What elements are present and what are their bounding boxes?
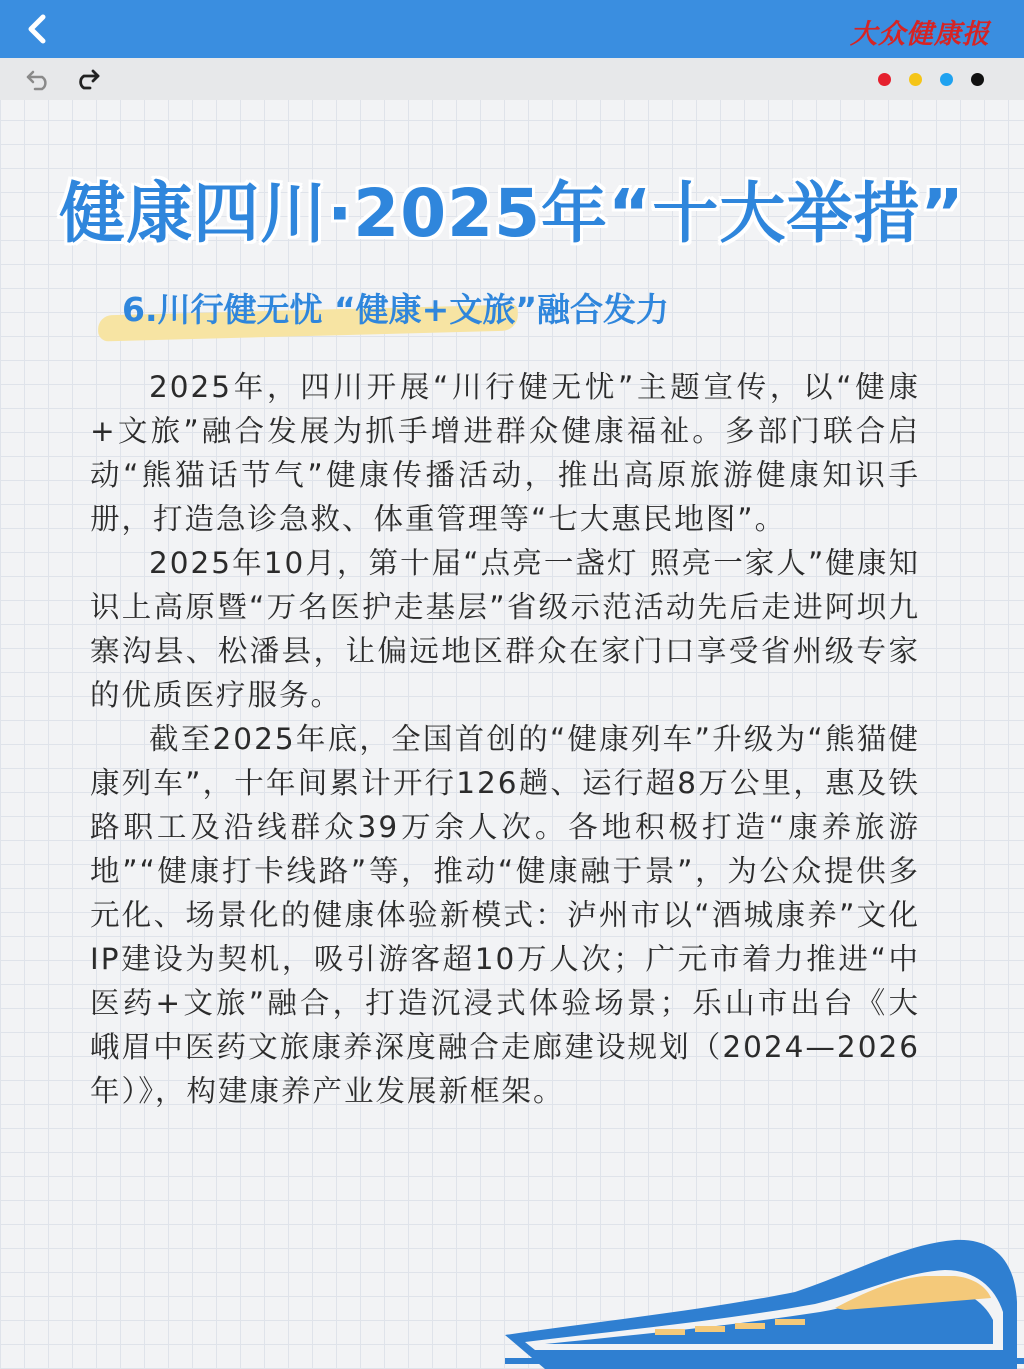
chevron-left-icon[interactable] xyxy=(20,11,54,47)
color-dot-red[interactable] xyxy=(878,73,891,86)
paragraph-3: 截至2025年底，全国首创的“健康列车”升级为“熊猫健康列车”，十年间累计开行126趟、运行超8万公里，惠及铁路职工及沿线群众39万余人次。各地积极打造“康养旅游地”“健康打卡线路”等，推动“健康融于景”，为公众提供多元化、场景化的健康体验新模式：泸州市以“酒城康养”文化IP建设为契机，吸引游客超10万人次；广元市着力推进“中医药+文旅”融合，打造沉浸式体验场景；乐山市出台《大峨眉中医药文旅康养深度融合走廊建设规划（2024—2026年）》，构建康养产业发展新框架。 xyxy=(90,722,920,1108)
paragraph-1: 2025年，四川开展“川行健无忧”主题宣传，以“健康+文旅”融合发展为抓手增进群众健康福祉。多部门联合启动“熊猫话节气”健康传播活动，推出高原旅游健康知识手册，打造急诊急救、体重管理等“七大惠民地图”。 xyxy=(90,370,920,536)
color-dot-black[interactable] xyxy=(971,73,984,86)
train-illustration xyxy=(505,1232,1024,1369)
color-dot-blue[interactable] xyxy=(940,73,953,86)
toolbar xyxy=(0,58,1024,100)
section-subtitle: 6.川行健无忧 “健康+文旅”融合发力 xyxy=(122,290,670,329)
subtitle-block xyxy=(98,278,818,338)
paragraph-2: 2025年10月，第十届“点亮一盏灯 照亮一家人”健康知识上高原暨“万名医护走基层”省级示范活动先后走进阿坝九寨沟县、松潘县，让偏远地区群众在家门口享受省州级专家的优质医疗服务。 xyxy=(90,546,920,712)
brand-logo: 大众健康报 xyxy=(850,19,990,50)
color-picker xyxy=(878,73,984,86)
article-body xyxy=(90,365,920,1113)
color-dot-yellow[interactable] xyxy=(909,73,922,86)
undo-icon[interactable] xyxy=(24,65,54,93)
top-bar xyxy=(0,0,1024,58)
page-title: 健康四川·2025年“十大举措” xyxy=(59,175,965,252)
redo-icon[interactable] xyxy=(72,65,102,93)
